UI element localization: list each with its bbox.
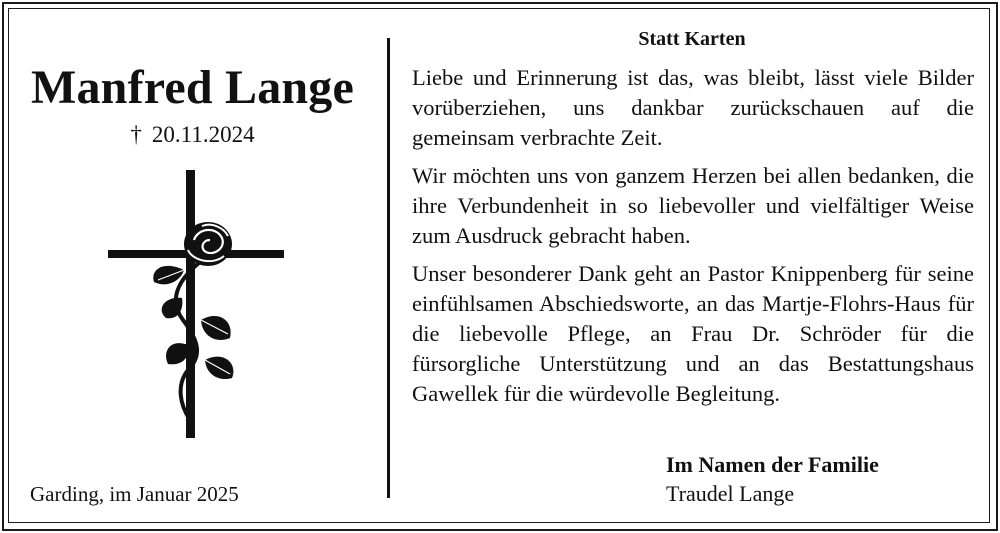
heading-statt-karten: Statt Karten xyxy=(638,28,746,50)
signature-family: Im Namen der Familie xyxy=(666,452,879,477)
cross-with-rose-icon xyxy=(108,170,288,438)
paragraph-thanks: Wir möchten uns von ganzem Herzen bei allen bedanken, die ihre Verbundenheit in so liebevoller und vielfältiger Weise zum Ausdruck gebracht haben. xyxy=(412,163,974,248)
dagger-icon: † xyxy=(130,122,142,147)
place-and-date: Garding, im Januar 2025 xyxy=(30,482,239,506)
paragraph-remembrance: Liebe und Erinnerung ist das, was bleibt, lässt viele Bilder vorüberziehen, uns dankbar zurückschauen auf die gemeinsam verbrachte Zeit. xyxy=(412,65,974,150)
paragraph-special-thanks: Unser besonderer Dank geht an Pastor Knippenberg für seine einfühlsamen Abschiedsworte, an das Martje-Flohrs-Haus für die liebevolle Pflege, an Frau Dr. Schröder für die fürsorgliche Unterstützung und an das Bestattungshaus Gawellek für die würdevolle Begleitung. xyxy=(412,261,974,406)
vertical-divider xyxy=(387,38,390,498)
death-date: 20.11.2024 xyxy=(151,122,255,147)
death-date-line xyxy=(20,122,365,148)
deceased-name: Manfred Lange xyxy=(30,61,355,114)
signature-name: Traudel Lange xyxy=(666,481,795,506)
